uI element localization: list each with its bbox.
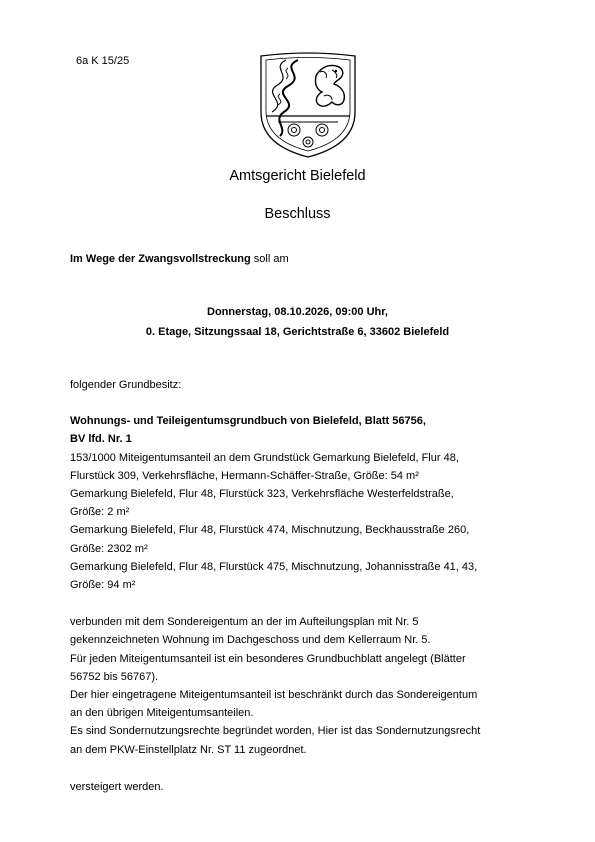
spacer [70,594,540,613]
property-line: Größe: 94 m² [70,579,136,592]
property-description [70,376,540,796]
document-type: Beschluss [264,206,331,222]
property-line: Gemarkung Bielefeld, Flur 48, Flurstück 323, Verkehrsfläche Westerfeldstraße, [70,488,454,501]
intro-bold: Im Wege der Zwangsvollstreckung [70,253,251,265]
detail-line: 56752 bis 56767). [70,670,159,683]
intro-rest: soll am [250,253,289,265]
detail-line: gekennzeichneten Wohnung im Dachgeschoss und dem Kellerraum Nr. 5. [70,634,431,647]
property-line: Gemarkung Bielefeld, Flur 48, Flurstück 474, Mischnutzung, Beckhausstraße 260, [70,524,470,537]
detail-line: Es sind Sondernutzungsrechte begründet worden, Hier ist das Sondernutzungsrecht [70,725,481,738]
property-line: Gemarkung Bielefeld, Flur 48, Flurstück 475, Mischnutzung, Johannisstraße 41, 43, [70,560,478,573]
court-name: Amtsgericht Bielefeld [229,168,366,184]
closing-line: versteigert werden. [70,780,164,793]
property-line: 153/1000 Miteigentumsanteil an dem Grundstück Gemarkung Bielefeld, Flur 48, [70,451,459,464]
detail-line: Für jeden Miteigentumsanteil ist ein besonderes Grundbuchblatt angelegt (Blätter [70,652,466,665]
appointment-place: 0. Etage, Sitzungssaal 18, Gerichtstraße 6, 33602 Bielefeld [145,326,450,338]
detail-line: an dem PKW-Einstellplatz Nr. ST 11 zugeordnet. [70,743,307,756]
appointment-block [0,302,595,342]
detail-line: Der hier eingetragene Miteigentumsanteil ist beschränkt durch das Sondereigentum [70,689,478,702]
detail-line: an den übrigen Miteigentumsanteilen. [70,707,254,720]
spacer [70,759,540,778]
intro-line [70,253,289,265]
appointment-date: Donnerstag, 08.10.2026, 09:00 Uhr, [207,306,388,318]
case-number: 6a K 15/25 [76,55,130,67]
detail-line: verbunden mit dem Sondereigentum an der im Aufteilungsplan mit Nr. 5 [70,616,419,629]
property-lead: folgender Grundbesitz: [70,379,182,391]
property-line: Größe: 2302 m² [70,542,148,555]
register-line-1: Wohnungs- und Teileigentumsgrundbuch von Bielefeld, Blatt 56756, [70,415,426,428]
spacer [70,394,540,412]
property-line: Flurstück 309, Verkehrsfläche, Hermann-Schäffer-Straße, Größe: 54 m² [70,469,419,482]
coat-of-arms-nrw-icon [258,50,358,160]
register-line-2: BV lfd. Nr. 1 [70,433,132,446]
property-line: Größe: 2 m² [70,506,130,519]
